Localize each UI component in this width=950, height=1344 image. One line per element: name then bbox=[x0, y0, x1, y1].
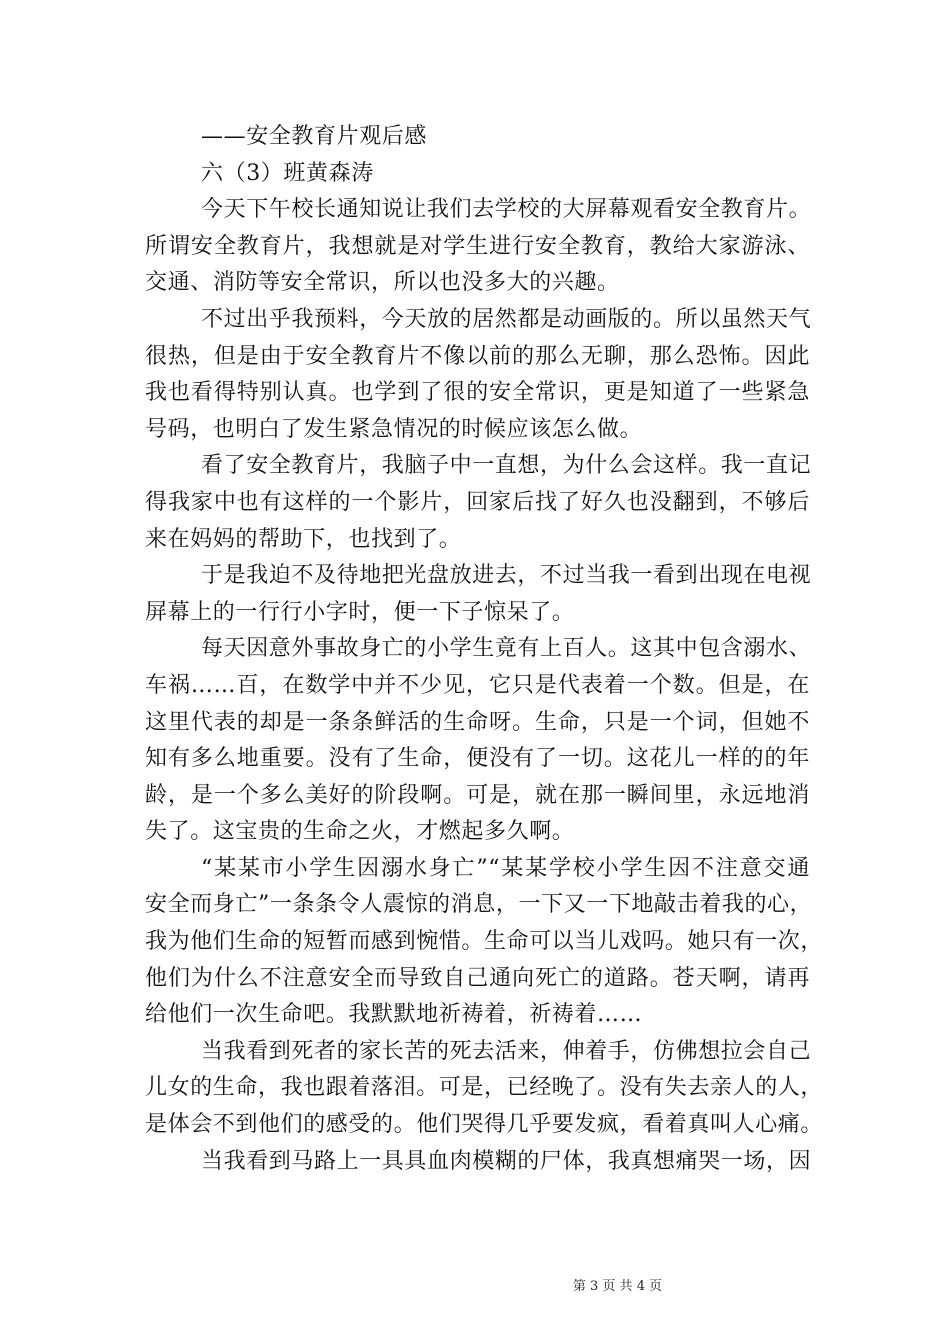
paragraph-line: 儿女的生命，我也跟着落泪。可是，已经晚了。没有失去亲人的人， bbox=[145, 1075, 824, 1101]
paragraph-line: 很热，但是由于安全教育片不像以前的那么无聊，那么恐怖。因此 bbox=[145, 343, 810, 369]
paragraph-line: 安全而身亡”一条条令人震惊的消息，一下又一下地敲击着我的心， bbox=[145, 892, 813, 918]
paragraph-1 bbox=[145, 192, 810, 302]
paragraph-line: 这里代表的却是一条条鲜活的生命呀。生命，只是一个词，但她不 bbox=[145, 709, 810, 735]
page-number: 第 3 页 共 4 页 bbox=[572, 1279, 663, 1294]
paragraph-line: 我也看得特别认真。也学到了很的安全常识，更是知道了一些紧急 bbox=[145, 380, 810, 406]
paragraph-line: 今天下午校长通知说让我们去学校的大屏幕观看安全教育片。 bbox=[201, 197, 812, 223]
paragraph-line: 交通、消防等安全常识，所以也没多大的兴趣。 bbox=[145, 270, 620, 296]
document-author: 六（3）班黄森涛 bbox=[201, 160, 374, 186]
paragraph-line: 失了。这宝贵的生命之火，才燃起多久啊。 bbox=[145, 819, 575, 845]
paragraph-line: 是体会不到他们的感受的。他们哭得几乎要发疯，看着真叫人心痛。 bbox=[145, 1112, 824, 1138]
document-body bbox=[145, 119, 824, 1180]
paragraph-line: 屏幕上的一行行小字时，便一下子惊呆了。 bbox=[145, 599, 575, 625]
paragraph-line: 车祸……百，在数学中并不少见，它只是代表着一个数。但是，在 bbox=[145, 672, 810, 698]
paragraph-line: 我为他们生命的短暂而感到惋惜。生命可以当儿戏吗。她只有一次， bbox=[145, 929, 824, 955]
paragraph-3 bbox=[145, 448, 810, 558]
paragraph-line: 他们为什么不注意安全而导致自己通向死亡的道路。苍天啊，请再 bbox=[145, 965, 810, 991]
page-footer bbox=[0, 1275, 950, 1294]
paragraph-line: 当我看到死者的家长苦的死去活来，伸着手，仿佛想拉会自己 bbox=[201, 1038, 812, 1064]
paragraph-line: 来在妈妈的帮助下，也找到了。 bbox=[145, 526, 462, 552]
paragraph-line: 号码，也明白了发生紧急情况的时候应该怎么做。 bbox=[145, 416, 643, 442]
paragraph-8 bbox=[145, 1144, 810, 1181]
document-subtitle: ——安全教育片观后感 bbox=[201, 124, 428, 149]
paragraph-line: 所谓安全教育片，我想就是对学生进行安全教育，教给大家游泳、 bbox=[145, 233, 810, 259]
paragraph-line: 给他们一次生命吧。我默默地祈祷着，祈祷着…… bbox=[145, 1002, 643, 1028]
paragraph-line: 不过出乎我预料，今天放的居然都是动画版的。所以虽然天气 bbox=[201, 306, 812, 332]
paragraph-line: 当我看到马路上一具具血肉模糊的尸体，我真想痛哭一场，因 bbox=[201, 1148, 812, 1174]
paragraph-4 bbox=[145, 558, 810, 631]
paragraph-6 bbox=[145, 851, 824, 1034]
paragraph-line: “某某市小学生因溺水身亡”“某某学校小学生因不注意交通 bbox=[201, 855, 810, 881]
paragraph-7 bbox=[145, 1034, 824, 1144]
paragraph-line: 龄，是一个多么美好的阶段啊。可是，就在那一瞬间里，永远地消 bbox=[145, 782, 810, 808]
paragraph-line: 每天因意外事故身亡的小学生竟有上百人。这其中包含溺水、 bbox=[201, 636, 812, 662]
paragraph-line: 于是我迫不及待地把光盘放进去，不过当我一看到出现在电视 bbox=[201, 563, 812, 589]
paragraph-line: 得我家中也有这样的一个影片，回家后找了好久也没翻到，不够后 bbox=[145, 489, 810, 515]
paragraph-line: 看了安全教育片，我脑子中一直想，为什么会这样。我一直记 bbox=[201, 453, 812, 479]
paragraph-5 bbox=[145, 631, 810, 851]
paragraph-2 bbox=[145, 302, 810, 448]
paragraph-line: 知有多么地重要。没有了生命，便没有了一切。这花儿一样的的年 bbox=[145, 746, 810, 772]
